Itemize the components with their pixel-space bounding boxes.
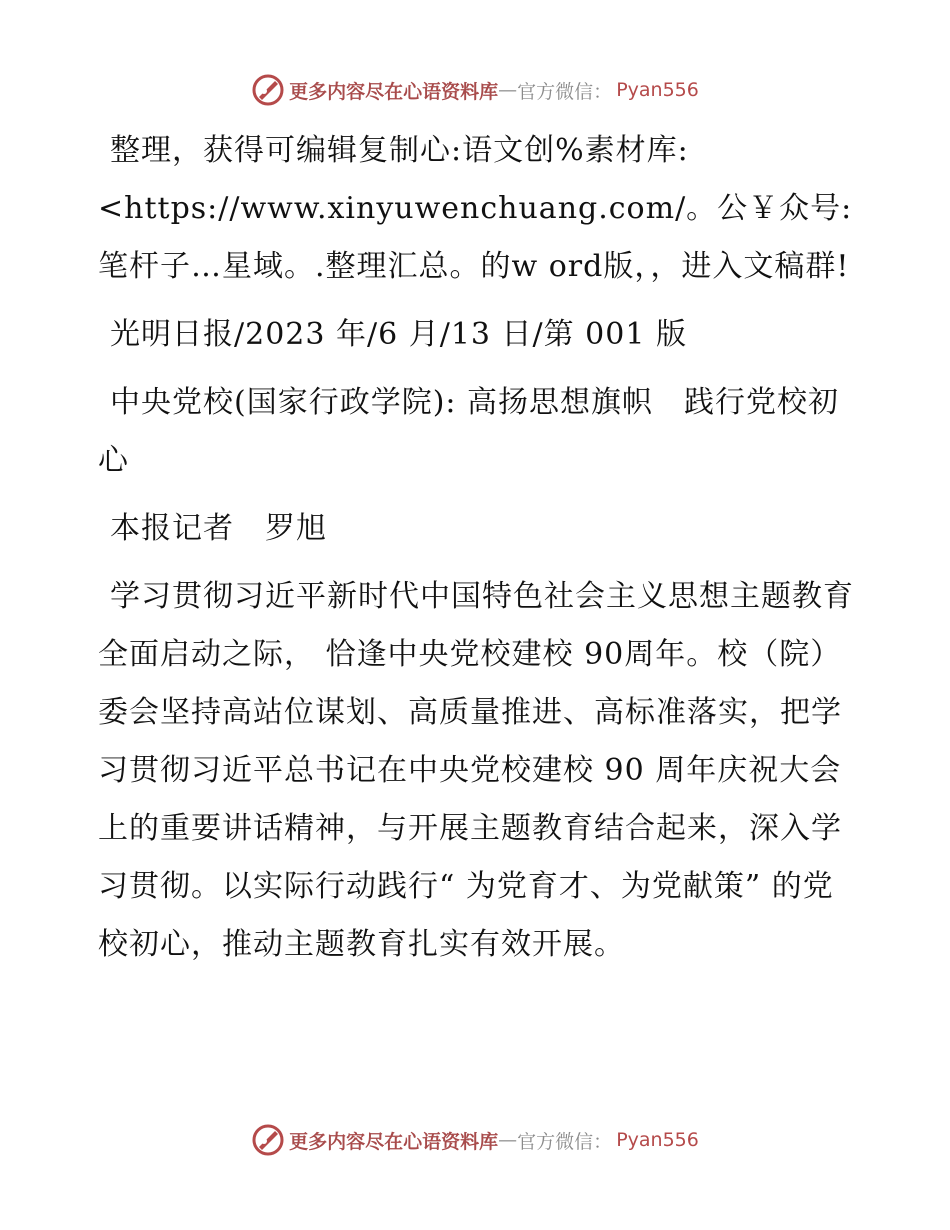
article-title: 中央党校(国家行政学院): 高扬思想旗帜 践行党校初心: [98, 385, 840, 478]
footer-watermark: [0, 1120, 950, 1160]
watermark-brand: 更多内容尽在心语资料库: [289, 1130, 499, 1153]
body-paragraph: 学习贯彻习近平新时代中国特色社会主义思想主题教育全面启动之际， 恰逢中央党校建校 90周年。校（院）委会坚持高站位谋划、高质量推进、高标准落实，把学习贯彻习近平总书记在中央党校建校 90 周年庆祝大会上的重要讲话精神，与开展主题教育结合起来，深入学习贯彻。以实际行动践行“ 为党育才、为党献策” 的党校初心，推动主题教育扎实有效开展。: [98, 579, 854, 962]
header-watermark: [0, 70, 950, 110]
byline: 本报记者 罗旭: [110, 511, 327, 546]
brand-logo-icon: [251, 1123, 285, 1157]
intro-paragraph: 整理，获得可编辑复制心:语文创%素材库:<https://www.xinyuwenchuang.com/。公￥众号:笔杆子…星域。.整理汇总。的w ord版，，进入文稿群!: [98, 133, 853, 284]
document-body: [98, 122, 858, 974]
watermark-separator: —: [498, 1129, 518, 1151]
watermark-wechat-id: Pyan556: [616, 79, 699, 101]
watermark-wechat-label: 官方微信：: [517, 80, 613, 103]
watermark-separator: —: [498, 79, 518, 101]
watermark-wechat-id: Pyan556: [616, 1129, 699, 1151]
brand-logo-icon: [251, 73, 285, 107]
watermark-brand: 更多内容尽在心语资料库: [289, 80, 499, 103]
watermark-wechat-label: 官方微信：: [517, 1130, 613, 1153]
source-line: 光明日报/2023 年/6 月/13 日/第 001 版: [110, 317, 687, 352]
